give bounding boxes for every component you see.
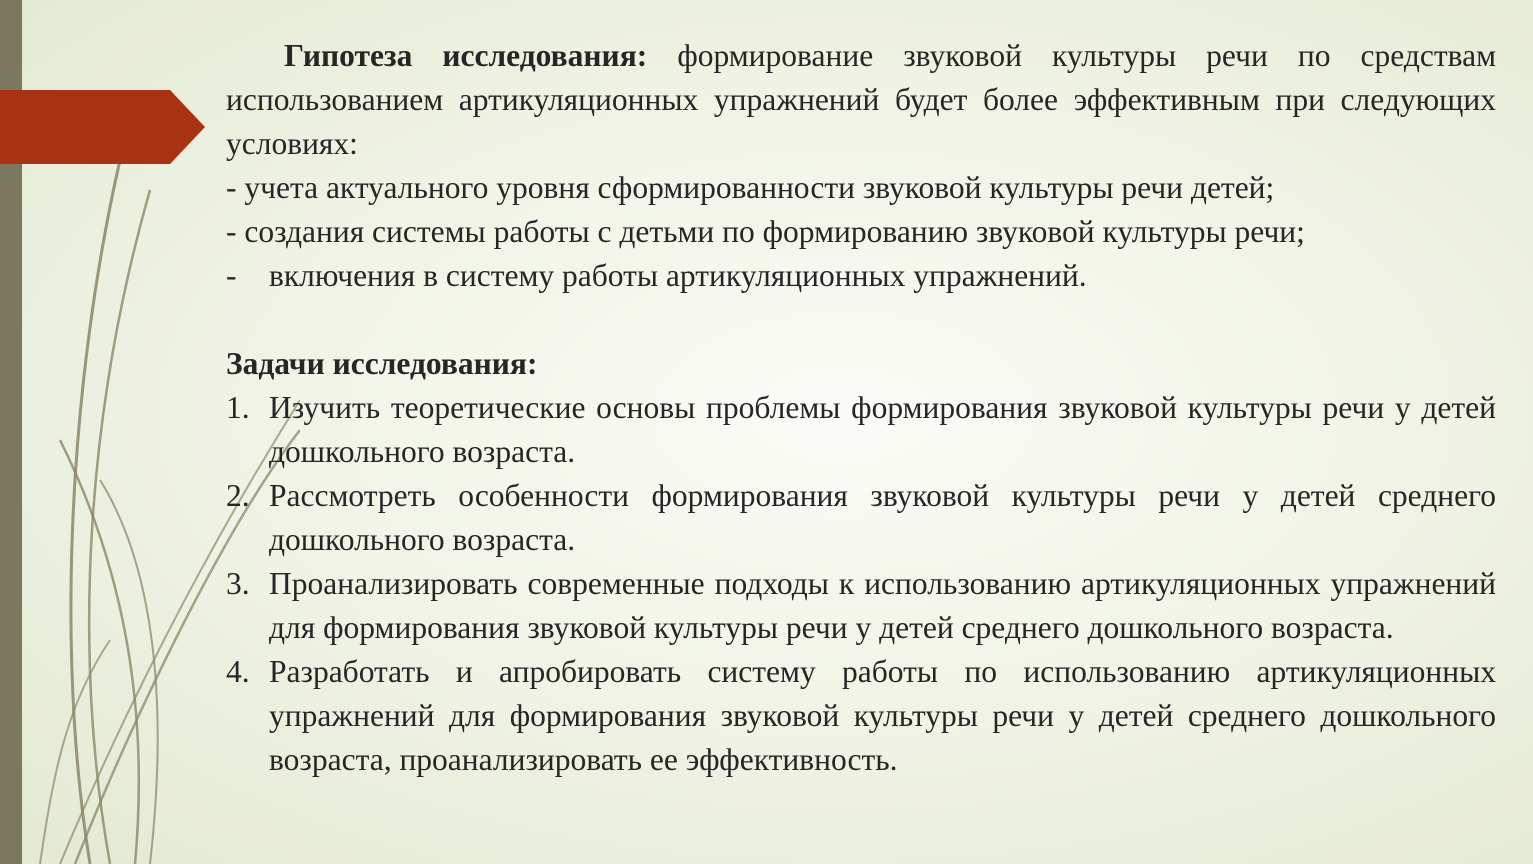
list-item-text: Изучить теоретические основы проблемы формирования звуковой культуры речи у детей дошкольного возраста. — [269, 390, 1496, 469]
list-item — [226, 474, 1496, 562]
list-item-text: Рассмотреть особенности формирования звуковой культуры речи у детей среднего дошкольного возраста. — [269, 478, 1496, 557]
hypothesis-text: формирование звуковой культуры речи по средствам использованием артикуляционных упражнений будет более эффективным при следующих условиях: — [226, 38, 1497, 161]
hypothesis-condition-1: - учета актуального уровня сформированности звуковой культуры речи детей; — [226, 170, 1275, 205]
spacer — [226, 298, 1496, 342]
list-item-number: 3. — [226, 566, 250, 601]
tasks-list — [226, 386, 1496, 782]
hypothesis-condition-3 — [226, 254, 1496, 298]
list-item-text: Разработать и апробировать систему работы по использованию артикуляционных упражнений для формирования звуковой культуры речи у детей среднего дошкольного возраста, проанализировать ее эффективность. — [269, 654, 1496, 777]
condition-text: включения в систему работы артикуляционных упражнений. — [269, 258, 1087, 293]
slide-content — [226, 34, 1496, 782]
list-item-number: 2. — [226, 478, 250, 513]
hypothesis-paragraph — [226, 34, 1496, 166]
tasks-title: Задачи исследования: — [226, 346, 538, 381]
list-item — [226, 386, 1496, 474]
red-arrow-marker — [0, 90, 205, 164]
list-item-text: Проанализировать современные подходы к использованию артикуляционных упражнений для формирования звуковой культуры речи у детей среднего дошкольного возраста. — [269, 566, 1496, 645]
list-item-number: 1. — [226, 390, 250, 425]
hypothesis-title: Гипотеза исследования: — [284, 38, 648, 73]
hypothesis-condition-2: - создания системы работы с детьми по формированию звуковой культуры речи; — [226, 214, 1305, 249]
condition-dash: - — [226, 258, 237, 293]
list-item-number: 4. — [226, 654, 250, 689]
list-item — [226, 562, 1496, 650]
list-item — [226, 650, 1496, 782]
